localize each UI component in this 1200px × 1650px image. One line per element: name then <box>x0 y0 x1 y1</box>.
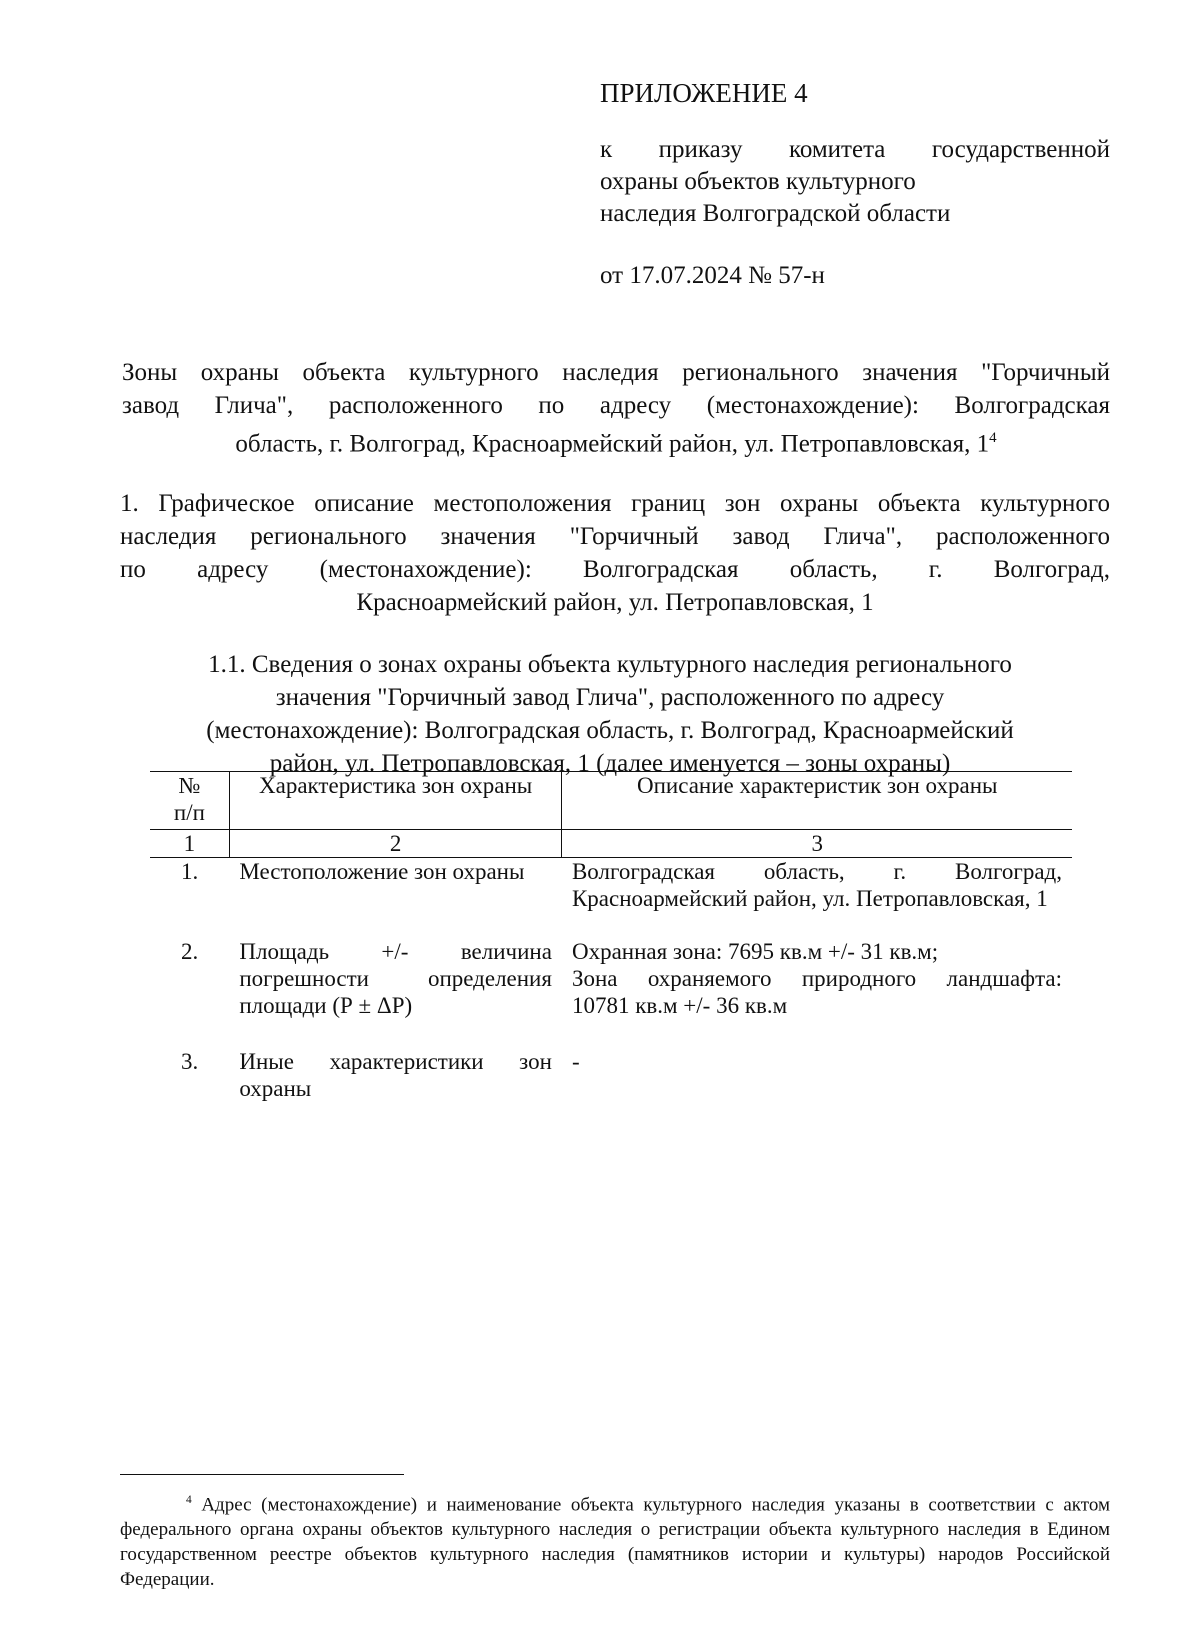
footnote-line: Федерации. <box>120 1569 215 1591</box>
order-reference <box>600 134 1110 230</box>
header-description: Описание характеристик зон охраны <box>562 772 1072 830</box>
description-line: Красноармейский район, ул. Петропавловская, 1 <box>571 886 1048 911</box>
row-description <box>562 938 1072 1048</box>
row-number: 1. <box>181 859 199 884</box>
title-line: завод Глича", расположенного по адресу (местонахождение): Волгоградская <box>122 392 1110 419</box>
footnote-line: федерального органа охраны объектов культурного наследия о регистрации объекта культурного наследия в Едином <box>120 1519 1110 1541</box>
zones-table <box>150 771 1072 1102</box>
row-description <box>562 858 1072 939</box>
section-1-1-line: 1.1. Сведения о зонах охраны объекта культурного наследия регионального <box>208 651 1012 678</box>
description-line: Зона охраняемого природного ландшафта: <box>571 966 1062 991</box>
characteristic-line: охраны <box>239 1076 312 1101</box>
column-number: 3 <box>562 830 1072 858</box>
row-characteristic <box>229 1048 562 1102</box>
row-characteristic: Местоположение зон охраны <box>239 859 525 884</box>
section-1-line: 1. Графическое описание местоположения границ зон охраны объекта культурного <box>120 490 1110 517</box>
table-row <box>150 938 1072 1048</box>
description-line: 10781 кв.м +/- 36 кв.м <box>571 993 788 1018</box>
description-line: Охранная зона: 7695 кв.м +/- 31 кв.м; <box>571 939 939 964</box>
header-number-line1: № <box>178 773 201 798</box>
order-ref-word: приказу <box>658 136 743 163</box>
column-number: 1 <box>150 830 229 858</box>
section-1-line: по адресу (местонахождение): Волгоградская область, г. Волгоград, <box>120 556 1110 583</box>
footnote <box>120 1488 1110 1592</box>
section-1-heading <box>120 487 1110 619</box>
title-line-text: область, г. Волгоград, Красноармейский район, ул. Петропавловская, 1 <box>235 430 990 458</box>
order-date: от 17.07.2024 № 57-н <box>600 262 825 289</box>
footnote-line: государственном реестре объектов культурного наследия (памятников истории и культуры) народов Российской <box>120 1544 1110 1566</box>
appendix-title: ПРИЛОЖЕНИЕ 4 <box>600 78 808 108</box>
order-reference-line3: наследия Волгоградской области <box>600 200 951 227</box>
footnote-separator <box>120 1474 404 1475</box>
footnote-line <box>120 1488 1110 1517</box>
order-reference-line1 <box>600 134 1110 166</box>
header-characteristic: Характеристика зон охраны <box>229 772 562 830</box>
table-row <box>150 1048 1072 1102</box>
row-number: 3. <box>181 1049 199 1074</box>
title-line-last <box>122 422 1110 460</box>
footnote-mark: 4 <box>186 1494 192 1506</box>
order-ref-word: комитета <box>788 136 886 163</box>
order-reference-line2: охраны объектов культурного <box>600 168 916 195</box>
title-line: Зоны охраны объекта культурного наследия регионального значения "Горчичный <box>122 359 1110 386</box>
header-number-line2: п/п <box>173 800 205 825</box>
section-1-1-line: значения "Горчичный завод Глича", расположенного по адресу <box>275 684 945 711</box>
row-description: - <box>571 1049 580 1074</box>
characteristic-line: Иные характеристики зон <box>239 1049 552 1074</box>
characteristic-line: Площадь +/- величина <box>239 939 552 964</box>
section-1-line: Красноармейский район, ул. Петропавловская, 1 <box>356 589 874 616</box>
characteristic-line: площади (Р ± ΔР) <box>239 993 413 1018</box>
order-ref-word: государственной <box>931 136 1110 163</box>
section-1-1-line: район, ул. Петропавловская, 1 (далее именуется – зоны охраны) <box>269 750 951 777</box>
table-row <box>150 858 1072 939</box>
column-number: 2 <box>229 830 562 858</box>
footnote-text: Адрес (местонахождение) и наименование объекта культурного наследия указаны в соответствии с актом <box>201 1494 1110 1516</box>
row-characteristic <box>229 938 562 1048</box>
order-ref-word: к <box>600 136 613 163</box>
row-number: 2. <box>181 939 199 964</box>
section-1-line: наследия регионального значения "Горчичный завод Глича", расположенного <box>120 523 1110 550</box>
characteristic-line: погрешности определения <box>239 966 552 991</box>
description-line: Волгоградская область, г. Волгоград, <box>571 859 1062 884</box>
footnote-reference[interactable]: 4 <box>989 430 997 446</box>
section-1-1-heading <box>150 648 1070 780</box>
table-column-numbers-row <box>150 830 1072 858</box>
table-header-row <box>150 772 1072 830</box>
section-1-1-line: (местонахождение): Волгоградская область, г. Волгоград, Красноармейский <box>206 717 1014 744</box>
document-title <box>122 356 1110 460</box>
header-number <box>150 772 229 830</box>
